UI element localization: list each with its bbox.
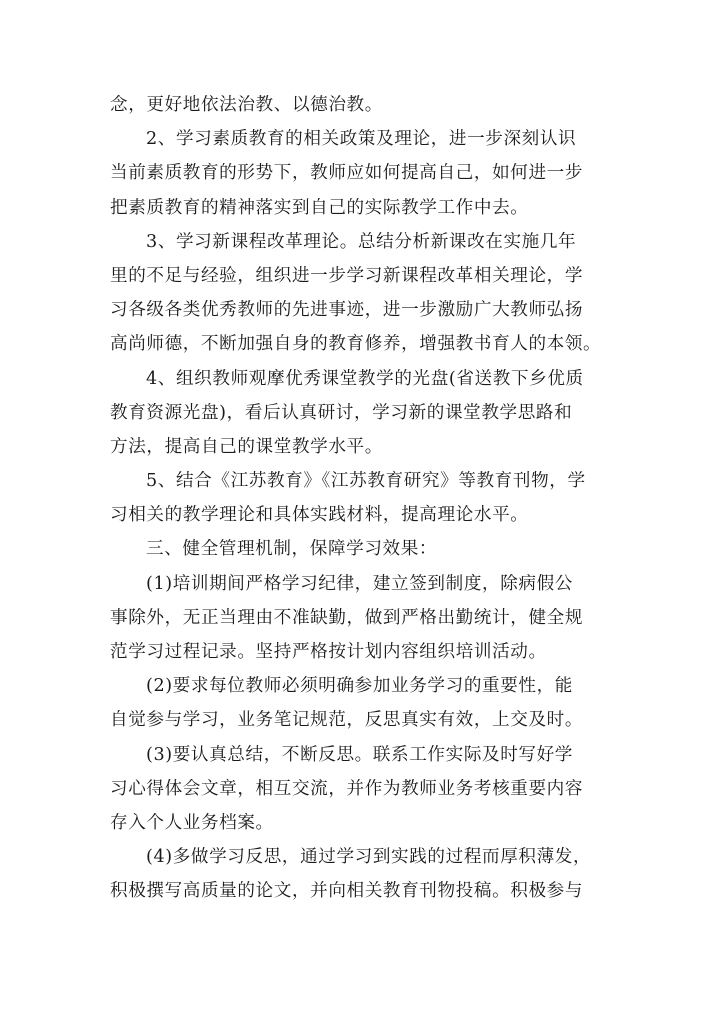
text-line: 教育资源光盘)，看后认真研讨，学习新的课堂教学思路和 (110, 402, 573, 423)
text-line: 5、结合《江苏教育》《江苏教育研究》等教育刊物，学 (146, 471, 586, 492)
text-line: 事除外，无正当理由不准缺勤，做到严格出勤统计，健全规 (110, 607, 584, 628)
text-line: 3、学习新课程改革理论。总结分析新课改在实施几年 (146, 231, 577, 252)
text-line: 4、组织教师观摩优秀课堂教学的光盘(省送教下乡优质 (146, 368, 584, 389)
text-line: (2)要求每位教师必须明确参加业务学习的重要性，能 (146, 676, 573, 697)
text-line: 方法，提高自己的课堂教学水平。 (110, 436, 383, 457)
text-line: (3)要认真总结，不断反思。联系工作实际及时写好学 (146, 744, 573, 765)
text-line: (4)多做学习反思，通过学习到实践的过程而厚积薄发， (146, 847, 592, 868)
text-line: 三、健全管理机制，保障学习效果： (146, 539, 438, 560)
text-line: 念，更好地依法治教、以德治教。 (110, 95, 383, 115)
text-line: 范学习过程记录。坚持严格按计划内容组织培训活动。 (110, 642, 547, 662)
text-line: 把素质教育的精神落实到自己的实际教学工作中去。 (110, 197, 529, 218)
text-line: 习各级各类优秀教师的先进事迹，进一步激励广大教师弘扬 (110, 300, 584, 321)
text-line: (1)培训期间严格学习纪律，建立签到制度，除病假公 (146, 573, 573, 594)
document-body (110, 88, 622, 909)
text-line: 里的不足与经验，组织进一步学习新课程改革相关理论，学 (110, 265, 584, 286)
text-line: 习心得体会文章，相互交流，并作为教师业务考核重要内容 (110, 778, 584, 799)
text-line: 高尚师德，不断加强自身的教育修养，增强教书育人的本领。 (110, 334, 602, 355)
text-line: 当前素质教育的形势下，教师应如何提高自己，如何进一步 (110, 163, 584, 184)
text-line: 自觉参与学习，业务笔记规范，反思真实有效，上交及时。 (110, 710, 584, 731)
text-line: 存入个人业务档案。 (110, 812, 274, 833)
text-line: 积极撰写高质量的论文，并向相关教育刊物投稿。积极参与 (110, 881, 584, 902)
text-line: 习相关的教学理论和具体实践材料，提高理论水平。 (110, 505, 529, 526)
text-line: 2、学习素质教育的相关政策及理论，进一步深刻认识 (146, 129, 577, 150)
